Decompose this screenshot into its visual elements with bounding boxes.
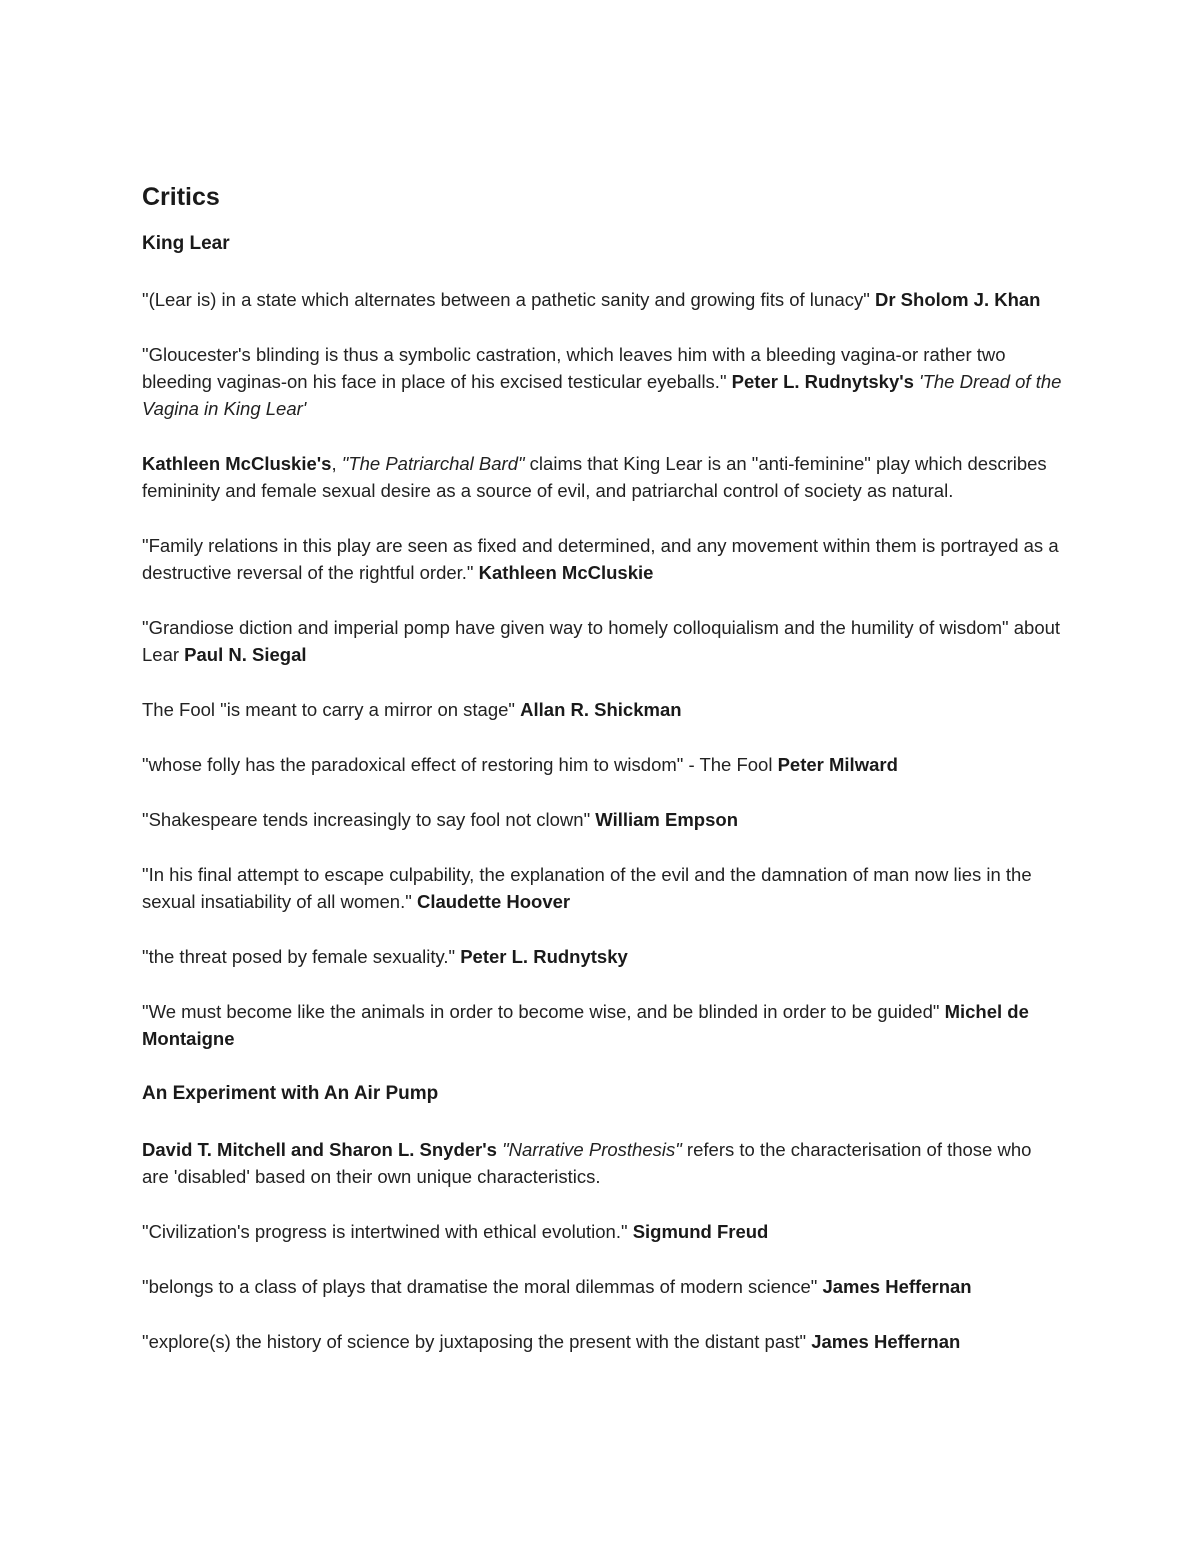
section-heading-king-lear: King Lear xyxy=(142,233,230,254)
work-title: 'The Dread of the Vagina in King Lear' xyxy=(142,371,1062,419)
separator-text: , xyxy=(331,453,342,474)
quote-text: "belongs to a class of plays that dramatise the moral dilemmas of modern science" xyxy=(142,1276,823,1297)
critic-name: William Empson xyxy=(595,809,738,830)
quote-paragraph xyxy=(142,696,1062,723)
quote-text: "Civilization's progress is intertwined with ethical evolution." xyxy=(142,1221,633,1242)
critic-name: Paul N. Siegal xyxy=(184,644,307,665)
critic-name: Kathleen McCluskie's xyxy=(142,453,332,474)
critic-name: Claudette Hoover xyxy=(416,891,571,912)
quote-paragraph xyxy=(142,1136,1062,1190)
quote-paragraph xyxy=(142,998,1062,1052)
quote-text: refers to the characterisation of those who are 'disabled' based on their own unique characteristics. xyxy=(142,1139,1032,1187)
quote-text: claims that King Lear is an "anti-feminine" play which describes femininity and female sexual desire as a source of evil, and patriarchal control of society as natural. xyxy=(142,453,1047,501)
work-title: "Narrative Prosthesis" xyxy=(502,1139,682,1160)
quote-paragraph xyxy=(142,806,1062,833)
quote-text: "(Lear is) in a state which alternates between a pathetic sanity and growing fits of lunacy" xyxy=(142,289,875,310)
critic-name: James Heffernan xyxy=(811,1331,961,1352)
critic-name: Sigmund Freud xyxy=(632,1221,769,1242)
quote-text: The Fool "is meant to carry a mirror on stage" xyxy=(142,699,521,720)
critic-name: James Heffernan xyxy=(822,1276,972,1297)
critic-name: Allan R. Shickman xyxy=(520,699,682,720)
quote-text: "Shakespeare tends increasingly to say fool not clown" xyxy=(142,809,596,830)
critic-name: Peter L. Rudnytsky's xyxy=(731,371,914,392)
quote-text: "Gloucester's blinding is thus a symbolic castration, which leaves him with a bleeding vagina-or rather two bleeding vaginas-on his face in place of his excised testicular eyeballs." xyxy=(142,344,1006,392)
quote-text: "Grandiose diction and imperial pomp have given way to homely colloquialism and the humility of wisdom" about Lear xyxy=(142,617,1061,665)
critic-name: Kathleen McCluskie xyxy=(478,562,654,583)
document-content xyxy=(142,176,1062,1355)
quote-paragraph xyxy=(142,341,1062,422)
critic-name: Peter L. Rudnytsky xyxy=(460,946,628,967)
work-title: "The Patriarchal Bard" xyxy=(341,453,525,474)
quote-text: "Family relations in this play are seen as fixed and determined, and any movement within them is portrayed as a destructive reversal of the rightful order." xyxy=(142,535,1059,583)
quote-paragraph xyxy=(142,861,1062,915)
critic-name: Peter Milward xyxy=(777,754,898,775)
quote-paragraph xyxy=(142,614,1062,668)
quote-text: "explore(s) the history of science by juxtaposing the present with the distant past" xyxy=(142,1331,812,1352)
section-heading-air-pump: An Experiment with An Air Pump xyxy=(142,1083,439,1104)
quote-text: "We must become like the animals in order to become wise, and be blinded in order to be guided" xyxy=(142,1001,945,1022)
critic-name: Dr Sholom J. Khan xyxy=(874,289,1041,310)
quote-text: "the threat posed by female sexuality." xyxy=(142,946,461,967)
quote-paragraph xyxy=(142,1273,1062,1300)
critic-name: David T. Mitchell and Sharon L. Snyder's xyxy=(142,1139,497,1160)
quote-paragraph xyxy=(142,1218,1062,1245)
quote-text: "In his final attempt to escape culpability, the explanation of the evil and the damnation of man now lies in the sexual insatiability of all women." xyxy=(142,864,1032,912)
quote-paragraph xyxy=(142,532,1062,586)
quote-paragraph xyxy=(142,943,1062,970)
quote-paragraph xyxy=(142,286,1062,313)
page-title: Critics xyxy=(142,183,220,211)
quote-paragraph xyxy=(142,751,1062,778)
quote-paragraph xyxy=(142,450,1062,504)
quote-paragraph xyxy=(142,1328,1062,1355)
critic-name: Michel de Montaigne xyxy=(142,1001,1029,1049)
quote-text: "whose folly has the paradoxical effect of restoring him to wisdom" - The Fool xyxy=(142,754,778,775)
